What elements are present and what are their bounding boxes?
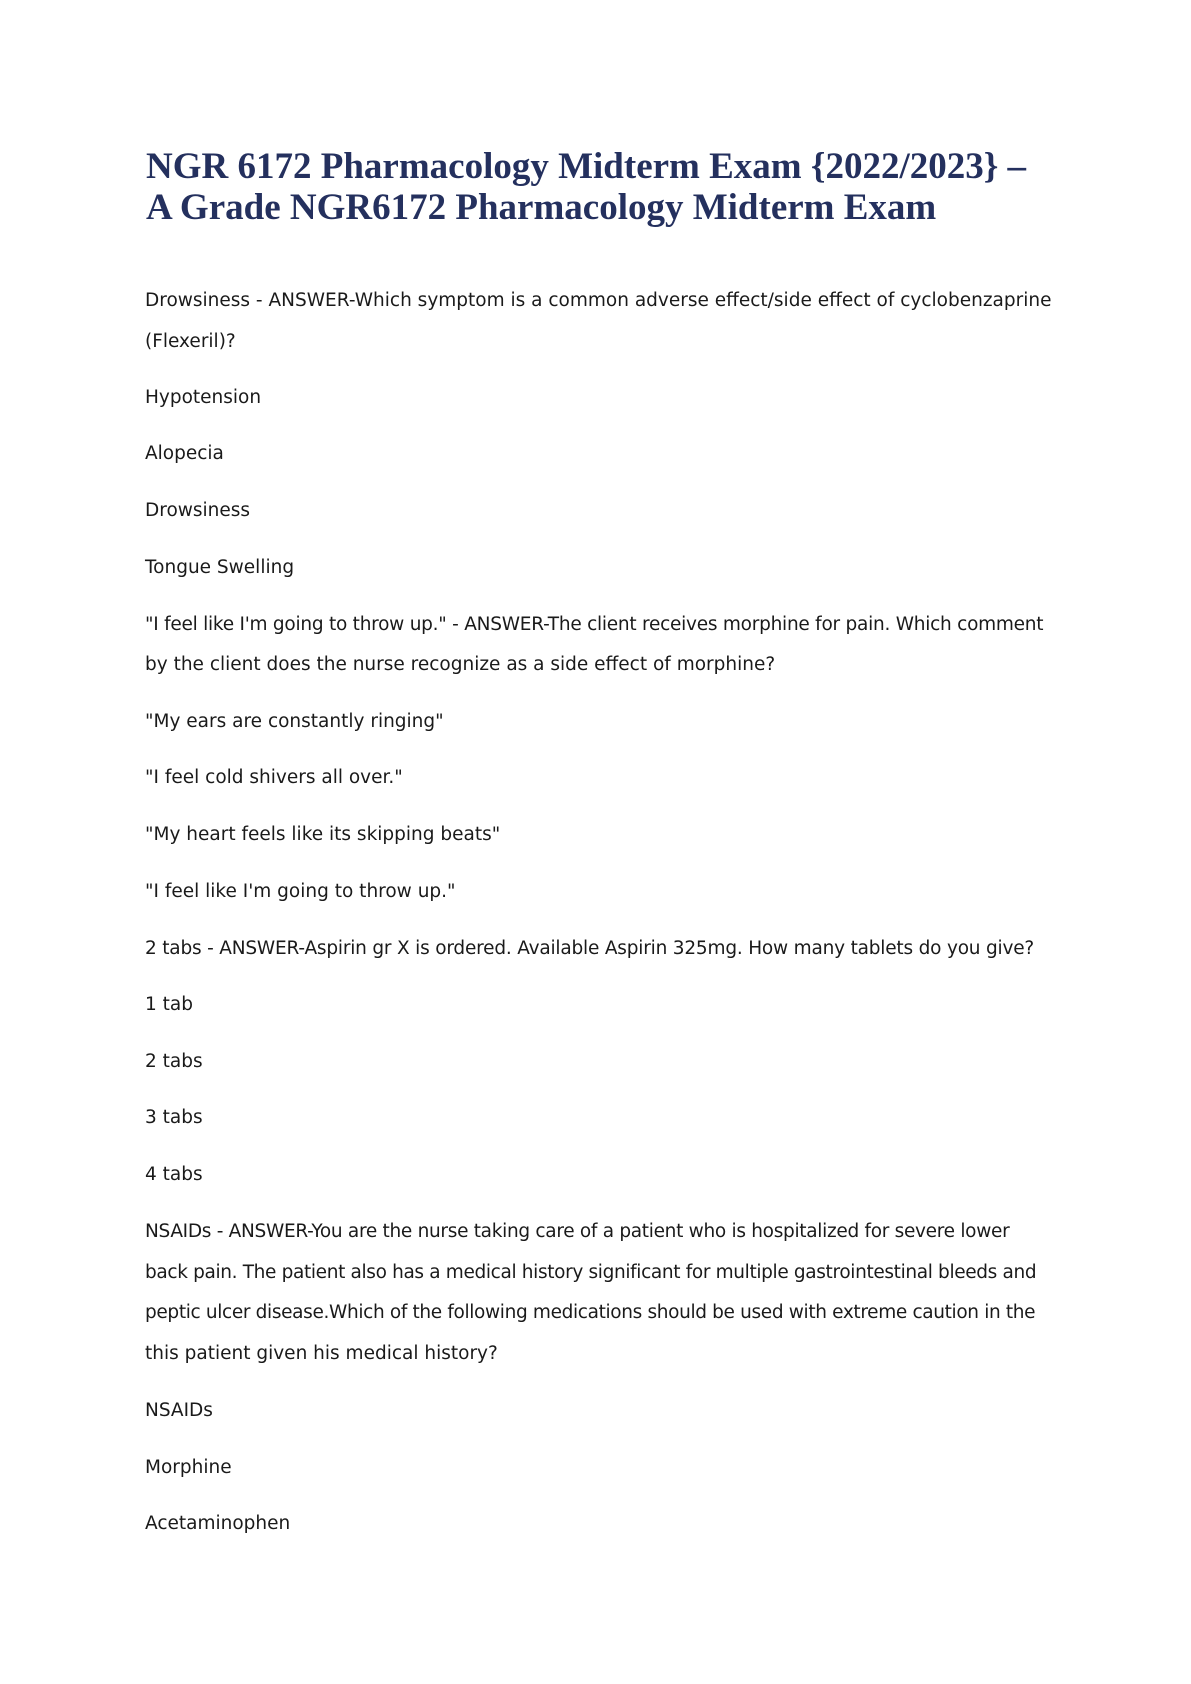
question-1-option-3: Drowsiness bbox=[145, 500, 251, 521]
question-1-option-1: Hypotension bbox=[145, 387, 262, 408]
question-2-text-line-1: "I feel like I'm going to throw up." - ANSWER-The client receives morphine for pain. Which comment bbox=[145, 614, 1044, 635]
question-1-text-line-2: (Flexeril)? bbox=[145, 331, 236, 352]
question-4-option-1: NSAIDs bbox=[145, 1400, 213, 1421]
question-4-option-2: Morphine bbox=[145, 1457, 232, 1478]
question-4-text-line-3: peptic ulcer disease.Which of the following medications should be used with extreme caution in the bbox=[145, 1302, 1036, 1323]
question-2-option-3: "My heart feels like its skipping beats" bbox=[145, 824, 501, 845]
question-2-text-line-2: by the client does the nurse recognize as a side effect of morphine? bbox=[145, 654, 776, 675]
question-1-option-2: Alopecia bbox=[145, 443, 224, 464]
question-3-option-3: 3 tabs bbox=[145, 1107, 203, 1128]
question-1-text-line-1: Drowsiness - ANSWER-Which symptom is a common adverse effect/side effect of cyclobenzaprine bbox=[145, 290, 1052, 311]
title-line-2: A Grade NGR6172 Pharmacology Midterm Exam bbox=[146, 187, 937, 228]
question-4-text-line-1: NSAIDs - ANSWER-You are the nurse taking care of a patient who is hospitalized for severe lower bbox=[145, 1221, 1010, 1242]
question-3-option-4: 4 tabs bbox=[145, 1164, 203, 1185]
question-4-text-line-4: this patient given his medical history? bbox=[145, 1343, 498, 1364]
title-line-1: NGR 6172 Pharmacology Midterm Exam {2022/2023} – bbox=[146, 146, 1027, 187]
question-4-option-3: Acetaminophen bbox=[145, 1513, 291, 1534]
question-3-text-line-1: 2 tabs - ANSWER-Aspirin gr X is ordered. Available Aspirin 325mg. How many tablets do you give? bbox=[145, 938, 1035, 959]
question-2-option-4: "I feel like I'm going to throw up." bbox=[145, 881, 456, 902]
question-4-text-line-2: back pain. The patient also has a medical history significant for multiple gastrointestinal bleeds and bbox=[145, 1262, 1037, 1283]
question-3-option-2: 2 tabs bbox=[145, 1051, 203, 1072]
question-2-option-2: "I feel cold shivers all over." bbox=[145, 767, 403, 788]
question-1-option-4: Tongue Swelling bbox=[145, 557, 295, 578]
question-3-option-1: 1 tab bbox=[145, 994, 193, 1015]
question-2-option-1: "My ears are constantly ringing" bbox=[145, 711, 444, 732]
page-title bbox=[146, 146, 1076, 228]
